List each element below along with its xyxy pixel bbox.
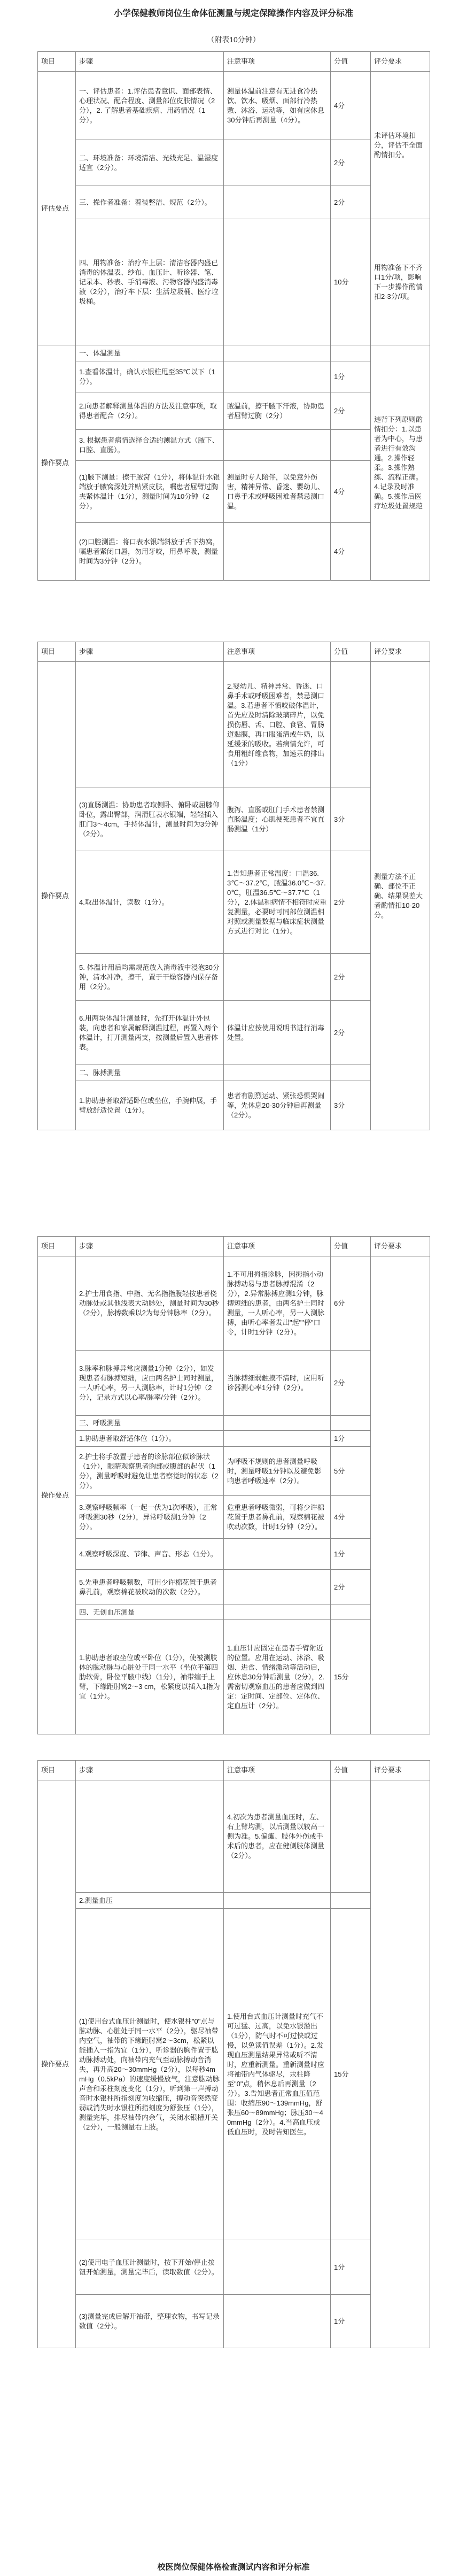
score-cell: 2分 [331, 140, 371, 186]
score-cell: 2分 [331, 1570, 371, 1605]
step-cell [76, 1780, 224, 1893]
header-item: 项目 [38, 1761, 76, 1780]
step-cell: 一、评估患者：1.评估患者意识、面部表情、心理状况、配合程度、测量部位皮肤情况（2分），2. 了解患者基础疾病、用药情况（1分）。 [76, 72, 224, 140]
step-cell: (2)口腔测温：将口表水银端斜放于舌下热窝，嘱患者紧闭口唇，勿用牙咬，用鼻呼吸，测量时间为3分钟（2分）。 [76, 523, 224, 581]
category-cell: 操作要点 [38, 1780, 76, 2348]
category-cell: 操作要点 [38, 1256, 76, 1734]
note-cell [224, 1539, 331, 1570]
header-rubric: 评分要求 [371, 642, 430, 662]
note-cell: 测量体温前注意有无进食冷热饮、饮水、吸烟、面部行冷热敷、沐浴、运动等，如有应休息30分钟后再测量（4分）。 [224, 72, 331, 140]
rubric-cell [371, 1780, 430, 2348]
header-rubric: 评分要求 [371, 1761, 430, 1780]
header-note: 注意事项 [224, 52, 331, 72]
category-cell: 操作要点 [38, 345, 76, 581]
note-cell: 患者有剧烈运动、紧张恐惧哭闹等，先休息20-30分钟后再测量（2分）。 [224, 1081, 331, 1130]
score-cell: 4分 [331, 1496, 371, 1539]
step-cell: 5.先重患者呼吸频数，可用少许棉花置于患者鼻孔前，观察棉花被吹动的次数（2分）。 [76, 1570, 224, 1605]
score-cell [331, 430, 371, 461]
score-table-operation-2 [37, 642, 430, 1130]
score-cell: 4分 [331, 72, 371, 140]
score-cell: 15分 [331, 1909, 371, 2240]
header-item: 项目 [38, 642, 76, 662]
note-cell: 体温计应按使用说明书进行消毒处置。 [224, 1001, 331, 1065]
header-rubric: 评分要求 [371, 1237, 430, 1256]
score-cell: 1分 [331, 2240, 371, 2295]
step-cell: (2)使用电子血压计测量时，按下开始/停止按钮开始测量，测量完毕后，读取数值（2分）。 [76, 2240, 224, 2295]
score-cell: 6分 [331, 1256, 371, 1351]
score-cell [331, 345, 371, 361]
note-cell: 腋温前，擦干腋下汗液，协助患者屈臂过胸（2分） [224, 392, 331, 430]
header-step: 步骤 [76, 1237, 224, 1256]
step-cell: 三、呼吸测量 [76, 1416, 224, 1431]
note-cell [224, 186, 331, 219]
score-cell: 3分 [331, 1081, 371, 1130]
score-cell: 5分 [331, 1447, 371, 1496]
score-cell: 2分 [331, 954, 371, 1001]
rubric-cell [371, 1256, 430, 1734]
note-cell [224, 1416, 331, 1431]
header-note: 注意事项 [224, 642, 331, 662]
document-subtitle: （附表10分钟） [207, 35, 260, 44]
score-cell [331, 1780, 371, 1893]
score-cell: 1分 [331, 1539, 371, 1570]
score-cell [331, 1065, 371, 1081]
step-cell: 5. 体温计用后均需规范放入消毒液中浸泡30分钟，清水冲净，擦干，置于干燥容器内保存备用（2分）。 [76, 954, 224, 1001]
header-score: 分值 [331, 642, 371, 662]
score-cell [331, 1605, 371, 1620]
score-cell: 4分 [331, 523, 371, 581]
score-cell [331, 1416, 371, 1431]
step-cell: 1.查看体温计，确认水银柱甩至35℃以下（1分）。 [76, 361, 224, 392]
step-cell: 1.协助患者取舒适卧位或坐位，手腕伸展，手臂放舒适位置（1分）。 [76, 1081, 224, 1130]
step-cell: 一、体温测量 [76, 345, 224, 361]
score-cell: 2分 [331, 1351, 371, 1416]
rubric-cell: 测量方法不正确、部位不正确、结果误差大者酌情扣10-20分。 [371, 662, 430, 1130]
step-cell: 2.护士用食指、中指、无名指指腹轻按患者桡动脉处或其他浅表大动脉处，测量时间为30秒（2分），脉搏数乘以2为每分钟脉率（2分）。 [76, 1256, 224, 1351]
step-cell: 四、用物准备：治疗车上层：清洁容器内盛已消毒的体温表、纱布、血压计、听诊器、笔、记录本、秒表、手消毒液、污物容器内盛消毒液（2分），治疗车下层：生活垃圾桶、医疗垃圾桶。 [76, 219, 224, 345]
header-note: 注意事项 [224, 1761, 331, 1780]
score-cell: 2分 [331, 851, 371, 954]
step-cell: (1)腋下测量：擦干腋窝（1分），将体温计水银端放于腋窝深处并贴紧皮肤，嘱患者屈臂过胸夹紧体温计（1分），测量时间为10分钟（2分）。 [76, 461, 224, 523]
note-cell: 1.不可用拇指诊脉，因拇指小动脉搏动易与患者脉搏混淆（2分），2.异常脉搏应测1分钟，脉搏短绌的患者，由两名护士同时测量，一人听心率，另一人测脉搏，由听心率者发出"起""停"口令，计时1分钟（2分）。 [224, 1256, 331, 1351]
step-cell: 2.测量血压 [76, 1893, 224, 1909]
step-cell: 二、环境准备：环境清洁、光线充足、温湿度适宜（2分）。 [76, 140, 224, 186]
note-cell: 1.使用台式血压计测量时充气不可过猛、过高，以免水银溢出（1分），防气时不可过快或过慢，以免读值误差（1分）。2.发现血压测量结果异常或听不清时，应重新测量。重新测量时应将袖带内气体驱尽，汞柱降至"0"点，稍休息后再测量（2分）。3.告知患者正常血压值范围：收缩压90～139mmHg，舒张压60～89mmHg；脉压30～40mmHg（2分）。4.当高血压或低血压时，及时告知医生。 [224, 1909, 331, 2240]
header-score: 分值 [331, 1761, 371, 1780]
category-cell: 操作要点 [38, 662, 76, 1130]
note-cell [224, 1893, 331, 1909]
step-cell: 3.观察呼吸频率（一起一伏为1次呼吸），正常呼吸测30秒（2分），异常呼吸测1分钟（2分）。 [76, 1496, 224, 1539]
note-cell: 腹泻、直肠或肛门手术患者禁测直肠温度；心肌梗死患者不宜直肠测温（1分） [224, 788, 331, 851]
step-cell: 1.协助患者取舒适体位（1分）。 [76, 1431, 224, 1447]
step-cell: 4.观察呼吸深度、节律、声音、形态（1分）。 [76, 1539, 224, 1570]
note-cell [224, 219, 331, 345]
score-cell: 2分 [331, 186, 371, 219]
header-score: 分值 [331, 1237, 371, 1256]
note-cell [224, 1605, 331, 1620]
step-cell: (3)测量完成后解开袖带，整理衣物，书写记录数值（2分）。 [76, 2295, 224, 2348]
rubric-cell: 违背下列原则酌情扣分：1.以患者为中心，与患者进行有效沟通。2.操作轻柔。3.操作熟练、流程正确。4.记录及时准确。5.操作后医疗垃圾处置规范 [371, 345, 430, 581]
step-cell: 四、无创血压测量 [76, 1605, 224, 1620]
header-step: 步骤 [76, 52, 224, 72]
note-cell [224, 2240, 331, 2295]
step-cell: 2.向患者解释测量体温的方法及注意事项，取得患者配合（2分）。 [76, 392, 224, 430]
note-cell [224, 430, 331, 461]
score-cell: 4分 [331, 461, 371, 523]
score-cell: 1分 [331, 361, 371, 392]
score-cell [331, 662, 371, 788]
step-cell: 3. 根据患者病情选择合适的测温方式（腋下、口腔、直肠）。 [76, 430, 224, 461]
header-note: 注意事项 [224, 1237, 331, 1256]
step-cell: 3.脉率和脉搏异常应测量1分钟（2分），如发现患者有脉搏短绌，应由两名护士同时测量，一人听心率，另一人测脉率，计时1分钟（2分），记录方式以心率/脉率/分钟（2分）。 [76, 1351, 224, 1416]
score-table-evaluation [37, 51, 430, 581]
note-cell: 4.初次为患者测量血压时，左、右上臂均测，以后测量以较高一侧为准。5.偏瘫、肢体外伤或手术后的患者，应在健侧肢体测量（2分）。 [224, 1780, 331, 1893]
step-cell: 6.用两块体温计测量时，先打开体温计外包装，向患者和家属解释测温过程，再置入两个体温计，打开测量两支，按测量后置入患者体表。 [76, 1001, 224, 1065]
note-cell [224, 361, 331, 392]
step-cell: 三、操作者准备：着装整洁、规范（2分）。 [76, 186, 224, 219]
score-table-operation-3 [37, 1236, 430, 1734]
header-rubric: 评分要求 [371, 52, 430, 72]
note-cell [224, 345, 331, 361]
note-cell [224, 2295, 331, 2348]
note-cell: 1.告知患者正常温度：口温36.3℃～37.2℃，腋温36.0℃～37.0℃，肛温36.5℃～37.7℃（1分），2.体温和病情不相符时应重复测量，必要时可同部位测温相对照或测量数据与临床症状测量方式进行对比（1分）。 [224, 851, 331, 954]
note-cell [224, 1065, 331, 1081]
note-cell: 2.婴幼儿、精神异常、昏迷、口鼻手术或呼吸困难者，禁忌测口温。3.若患者不慎咬破体温计，首先应及时清除玻璃碎片，以免损伤唇、舌、口腔、食管、胃肠道黏膜，再口服蛋清或牛奶，以延缓汞的吸收。若病情允许，可食用粗纤维食物，加速汞的排出（1分） [224, 662, 331, 788]
score-cell: 10分 [331, 219, 371, 345]
note-cell [224, 523, 331, 581]
header-item: 项目 [38, 52, 76, 72]
score-cell: 1分 [331, 2295, 371, 2348]
document-footer: 校医岗位保健体格检查测试内容和评分标准 [157, 2563, 310, 2572]
note-cell: 危重患者呼吸微弱，可将少许棉花置于患者鼻孔前，观察棉花被吹动次数，计时1分钟（2分）。 [224, 1496, 331, 1539]
note-cell [224, 140, 331, 186]
score-cell: 1分 [331, 1431, 371, 1447]
note-cell [224, 1431, 331, 1447]
step-cell: 2.护士将手放置于患者的诊脉部位似诊脉状（1分），眼睛观察患者胸部或腹部的起伏（1分），测量呼吸时避免让患者察觉时的状态（2分）。 [76, 1447, 224, 1496]
score-cell: 2分 [331, 392, 371, 430]
category-cell: 评估要点 [38, 72, 76, 345]
document-title: 小学保健教师岗位生命体征测量与规定保障操作内容及评分标准 [113, 9, 353, 18]
header-score: 分值 [331, 52, 371, 72]
step-cell [76, 662, 224, 788]
step-cell: 1.协助患者取坐位或平卧位（1分），使被测肢体的肱动脉与心脏处于同一水平（坐位平第四肋软骨，卧位平腋中线）（1分），袖带缠于上臂，下缘距肘窝2～3 cm，松紧度以插入1指为宜（1分）。 [76, 1620, 224, 1734]
score-cell: 3分 [331, 788, 371, 851]
rubric-cell: 用物准备下不齐口1分/项，影响下一步操作酌情扣2-3分/项。 [371, 219, 430, 345]
note-cell [224, 1570, 331, 1605]
note-cell [224, 954, 331, 1001]
score-cell: 15分 [331, 1620, 371, 1734]
step-cell: (3)直肠测温：协助患者取侧卧、俯卧或屈膝仰卧位，露出臀部，润滑肛表水银端，轻轻插入肛门3～4cm，手持体温计，测量时间为3分钟（2分）。 [76, 788, 224, 851]
rubric-cell: 未评估环境扣分，评估不全面酌情扣分。 [371, 72, 430, 219]
header-step: 步骤 [76, 642, 224, 662]
score-cell [331, 1893, 371, 1909]
note-cell: 测量时专人陪伴，以免意外伤害，精神异常、昏迷、婴幼儿、口鼻手术或呼吸困难者禁忌测口温。 [224, 461, 331, 523]
score-cell: 2分 [331, 1001, 371, 1065]
header-item: 项目 [38, 1237, 76, 1256]
step-cell: 二、脉搏测量 [76, 1065, 224, 1081]
note-cell: 1.血压计应固定在患者手臂附近的位置。应用在运动、沐浴、吸烟、进食、情绪激动等活动后，应休息30分钟后测量（2分），2.需密切观察血压的患者应做到四定：定时间、定部位、定体位、定血压计（2分）。 [224, 1620, 331, 1734]
note-cell: 当脉搏细弱触摸不清时，应用听诊器测心率1分钟（2分）。 [224, 1351, 331, 1416]
note-cell: 为呼吸不规则的患者测量呼吸时，测量呼吸1分钟以及避免影响患者呼吸速率（2分）。 [224, 1447, 331, 1496]
step-cell: 4.取出体温计，读数（1分）。 [76, 851, 224, 954]
score-table-operation-4 [37, 1760, 430, 2348]
step-cell: (1)使用台式血压计测量时，使水银柱"0"点与肱动脉、心脏处于同一水平（2分），驱尽袖带内空气，袖带的下缘距肘窝2～3cm，松紧以能插入一指为宜（1分），听诊器的胸件置于肱动脉搏动处，向袖带内充气至动脉搏动音消失，再升高20～30mmHg（2分），以每秒4mmHg（0.5kPa）的速度缓慢放气，注意肱动脉声音和汞柱刻度变化（1分），听到第一声搏动音时水银柱所指刻度为收缩压，搏动音突然变弱或消失时水银柱所指刻度为舒张压（1分），测量完毕，排尽袖带内余气，关闭水银槽开关（2分），一般测量右上肢。 [76, 1909, 224, 2240]
header-step: 步骤 [76, 1761, 224, 1780]
